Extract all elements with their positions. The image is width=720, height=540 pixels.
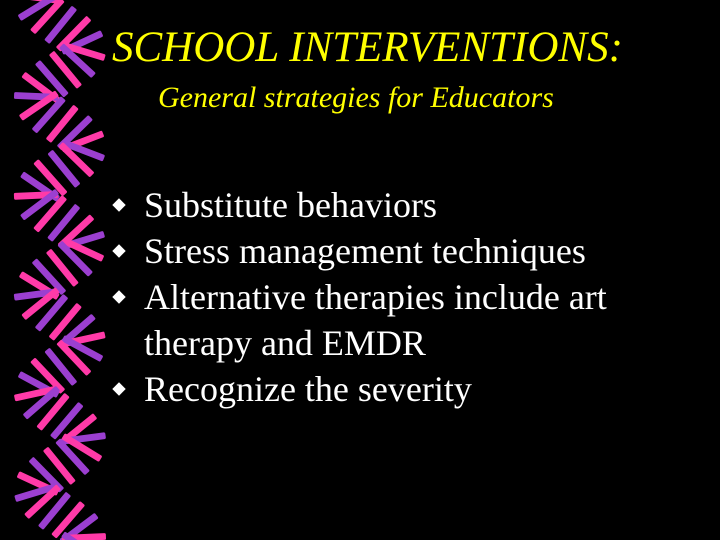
bullet-item — [112, 182, 702, 228]
bullet-text: Stress management techniques — [144, 231, 586, 271]
bullet-text: Substitute behaviors — [144, 185, 437, 225]
slide-subtitle: General strategies for Educators — [158, 81, 554, 114]
bullet-item — [112, 366, 702, 412]
bullet-item — [112, 274, 702, 366]
diamond-bullet-icon — [112, 290, 125, 303]
bullet-list — [112, 182, 702, 412]
diamond-bullet-icon — [112, 382, 125, 395]
bullet-text: Alternative therapies include art therapy and EMDR — [144, 277, 607, 363]
diamond-bullet-icon — [112, 198, 125, 211]
decorative-ribbon-border — [0, 0, 110, 540]
diamond-bullet-icon — [112, 244, 125, 257]
slide-title: SCHOOL INTERVENTIONS: — [112, 24, 623, 71]
bullet-text: Recognize the severity — [144, 369, 472, 409]
bullet-item — [112, 228, 702, 274]
